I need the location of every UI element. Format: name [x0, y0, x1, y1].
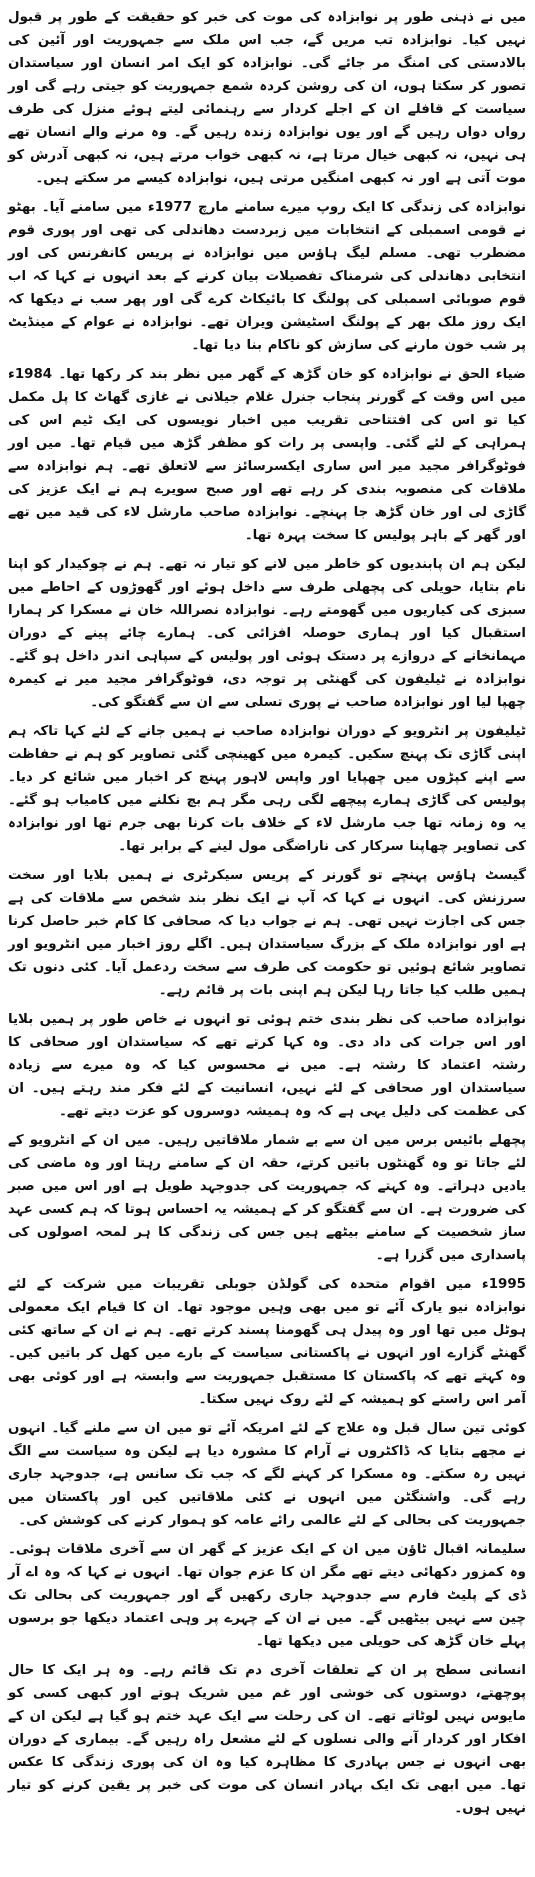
column-paragraph-1: میں نے ذہنی طور پر نوابزادہ کی موت کی خبر کو حقیقت کے طور پر قبول نہیں کیا۔ نوابزادہ تب مریں گے، جب اس ملک سے جمہوریت اور آئین کی بالادستی کی امنگ مر جائے گی۔ نوابزادہ کو ایک امر انسان اور سیاستدان تصور کر سکتا ہوں، ان کی روشن کردہ شمع جمہوریت کو جیتی رہے گی اور سیاست کے قافلے ان کے اجلے کردار سے رہنمائی لیتے ہوئے منزل کی طرف رواں دواں رہیں گے اور یوں نوابزادہ زندہ رہیں گے۔ وہ مرنے والے انسان تھے ہی نہیں، نہ کبھی خیال مرتا ہے، نہ کبھی خواب مرتے ہیں، نہ کبھی آدرش کو موت آتی ہے اور نہ کبھی امنگیں مرتی ہیں، نوابزادہ کیسے مر سکتے ہیں۔: [8, 10, 526, 186]
column-paragraph-12: انسانی سطح پر ان کے تعلقات آخری دم تک قائم رہے۔ وہ ہر ایک کا حال پوچھتے، دوستوں کی خوشی اور غم میں شریک ہوتے اور کبھی کسی کو مایوس نہیں لوٹاتے تھے۔ ان کی رحلت سے ایک عہد ختم ہو گیا ہے لیکن ان کے افکار اور کردار آنے والی نسلوں کے لئے مشعل راہ رہیں گے۔ بیماری کے دوران بھی انہوں نے جس بہادری کا مظاہرہ کیا وہ ان کی پوری زندگی کا عکس تھا۔ میں ابھی تک ایک بہادر انسان کی موت کی خبر پر یقین کرنے کو تیار نہیں ہوں۔: [8, 1663, 526, 1816]
column-paragraph-11: سلیمانہ اقبال ٹاؤن میں ان کے ایک عزیز کے گھر ان سے آخری ملاقات ہوئی۔ وہ کمزور دکھائی دیتے تھے مگر ان کا عزم جوان تھا۔ انہوں نے کہا کہ وہ اے آر ڈی کے پلیٹ فارم سے جدوجہد جاری رکھیں گے اور جمہوریت کی بحالی تک چین سے نہیں بیٹھیں گے۔ میں نے ان کے چہرے پر وہی اعتماد دیکھا جو برسوں پہلے خان گڑھ کی حویلی میں دیکھا تھا۔: [8, 1542, 526, 1649]
column-paragraph-8: پچھلے بائیس برس میں ان سے بے شمار ملاقاتیں رہیں۔ میں ان کے انٹرویو کے لئے جاتا تو وہ گھنٹوں باتیں کرتے، حقہ ان کے سامنے رہتا اور وہ ماضی کی یادیں دہراتے۔ وہ کہتے کہ جمہوریت کی جدوجہد طویل ہے اور اس میں صبر کی ضرورت ہے۔ ان سے گفتگو کر کے ہمیشہ یہ احساس ہوتا کہ ہم کسی عہد ساز شخصیت کے سامنے بیٹھے ہیں جس کی زندگی کا ہر لمحہ اصولوں کی پاسداری میں گزرا ہے۔: [8, 1133, 526, 1263]
column-paragraph-5: ٹیلیفون پر انٹرویو کے دوران نوابزادہ صاحب نے ہمیں جانے کے لئے کہا تاکہ ہم اپنی گاڑی تک پہنچ سکیں۔ کیمرہ میں کھینچی گئی تصاویر کو ہم نے حفاظت سے اپنے کپڑوں میں چھپایا اور واپس لاہور پہنچ کر اخبار میں شائع کر دیا۔ پولیس کی گاڑی ہمارے پیچھے لگی رہی مگر ہم بچ نکلنے میں کامیاب ہو گئے۔ یہ وہ زمانہ تھا جب مارشل لاء کے خلاف بات کرنا بھی جرم تھا اور نوابزادہ کی تصاویر چھاپنا سرکار کی ناراضگی مول لینے کے برابر تھا۔: [8, 724, 526, 854]
column-paragraph-3: ضیاء الحق نے نوابزادہ کو خان گڑھ کے گھر میں نظر بند کر رکھا تھا۔ 1984ء میں اس وقت کے گورنر پنجاب جنرل غلام جیلانی نے غازی گھاٹ کا پل مکمل کیا تو اس کی افتتاحی تقریب میں اخبار نویسوں کی ایک ٹیم اس کی ہمراہی کے لئے گئی۔ واپسی پر رات کو مظفر گڑھ میں قیام تھا۔ میں اور فوٹوگرافر مجید میر اس ساری ایکسرسائز سے لاتعلق تھے۔ ہم نوابزادہ سے ملاقات کی منصوبہ بندی کر رہے تھے اور صبح سویرے ہم نے ایک عزیز کی گاڑی لی اور خان گڑھ جا پہنچے۔ نوابزادہ صاحب مارشل لاء کی قید میں تھے اور گھر کے باہر پولیس کا سخت پہرہ تھا۔: [8, 367, 526, 543]
column-paragraph-2: نوابزادہ کی زندگی کا ایک روپ میرے سامنے مارچ 1977ء میں سامنے آیا۔ بھٹو نے قومی اسمبلی کے انتخابات میں زبردست دھاندلی کی تھی اور پوری قوم مضطرب تھی۔ مسلم لیگ ہاؤس میں نوابزادہ نے پریس کانفرنس کی اور انتخابی دھاندلی کی شرمناک تفصیلات بیان کرنے کے بعد انہوں نے کہا کہ اب قوم صوبائی اسمبلی کی پولنگ کا بائیکاٹ کرے گی اور پھر سب نے دیکھا کہ ایک روز ملک بھر کے پولنگ اسٹیشن ویران تھے۔ نوابزادہ نے عوام کے مینڈیٹ پر شب خون مارنے کی سازش کو ناکام بنا دیا تھا۔: [8, 200, 526, 353]
column-paragraph-9: 1995ء میں اقوام متحدہ کی گولڈن جوبلی تقریبات میں شرکت کے لئے نوابزادہ نیو یارک آئے تو میں بھی وہیں موجود تھا۔ ان کا قیام ایک معمولی ہوٹل میں تھا اور وہ پیدل ہی گھومنا پسند کرتے تھے۔ ہم نے ان کے ساتھ کئی گھنٹے گزارے اور انہوں نے پاکستانی سیاست کے بارے میں کھل کر باتیں کیں۔ وہ کہتے تھے کہ پاکستان کا مستقبل جمہوریت سے وابستہ ہے اور کوئی بھی آمر اس راستے کو ہمیشہ کے لئے روک نہیں سکتا۔: [8, 1277, 526, 1407]
column-paragraph-7: نوابزادہ صاحب کی نظر بندی ختم ہوئی تو انہوں نے خاص طور پر ہمیں بلایا اور اس جرات کی داد دی۔ وہ کہا کرتے تھے کہ سیاستدان اور صحافی کا رشتہ اعتماد کا رشتہ ہے۔ میں نے محسوس کیا کہ وہ میرے سے زیادہ سیاستدان اور صحافی کے لئے نہیں، انسانیت کے لئے فکر مند رہتے ہیں۔ ان کی عظمت کی دلیل یہی ہے کہ وہ ہمیشہ دوسروں کو عزت دیتے تھے۔: [8, 1012, 526, 1119]
column-paragraph-4: لیکن ہم ان پابندیوں کو خاطر میں لانے کو تیار نہ تھے۔ ہم نے چوکیدار کو اپنا نام بتایا، حویلی کی پچھلی طرف سے داخل ہوئے اور گھوڑوں کے احاطے میں سبزی کی کیاریوں میں گھومتے رہے۔ نوابزادہ نصراللہ خان نے مسکرا کر ہمارا استقبال کیا اور ہماری حوصلہ افزائی کی۔ ہمارے چائے پینے کے دوران مہمانخانے کے دروازے پر دستک ہوئی اور پولیس کے سپاہی اندر داخل ہو گئے۔ نوابزادہ نے ٹیلیفون کی گھنٹی پر توجہ دی، فوٹوگرافر مجید میر نے کیمرہ چھپا لیا اور نوابزادہ صاحب نے پوری تسلی سے ان سے گفتگو کی۔: [8, 557, 526, 710]
column-paragraph-10: کوئی تین سال قبل وہ علاج کے لئے امریکہ آئے تو میں ان سے ملنے گیا۔ انہوں نے مجھے بتایا کہ ڈاکٹروں نے آرام کا مشورہ دیا ہے لیکن وہ سیاست سے الگ نہیں رہ سکتے۔ وہ مسکرا کر کہنے لگے کہ جب تک سانس ہے، جدوجہد جاری رہے گی۔ واشنگٹن میں انہوں نے کئی ملاقاتیں کیں اور پاکستان میں جمہوریت کی بحالی کے لئے عالمی رائے عامہ کو ہموار کرنے کی کوشش کی۔: [8, 1421, 526, 1528]
column-paragraph-6: گیسٹ ہاؤس پہنچے تو گورنر کے پریس سیکرٹری نے ہمیں بلایا اور سخت سرزنش کی۔ انہوں نے کہا کہ آپ نے ایک نظر بند شخص سے ملاقات کی ہے جس کی اجازت نہیں تھی۔ ہم نے جواب دیا کہ صحافی کا کام خبر حاصل کرنا ہے اور نوابزادہ ملک کے بزرگ سیاستدان ہیں۔ اگلے روز اخبار میں انٹرویو اور تصاویر شائع ہوئیں تو حکومت کی طرف سے سخت ردعمل آیا۔ کئی دنوں تک ہمیں طلب کیا جاتا رہا لیکن ہم اپنی بات پر قائم رہے۔: [8, 868, 526, 998]
